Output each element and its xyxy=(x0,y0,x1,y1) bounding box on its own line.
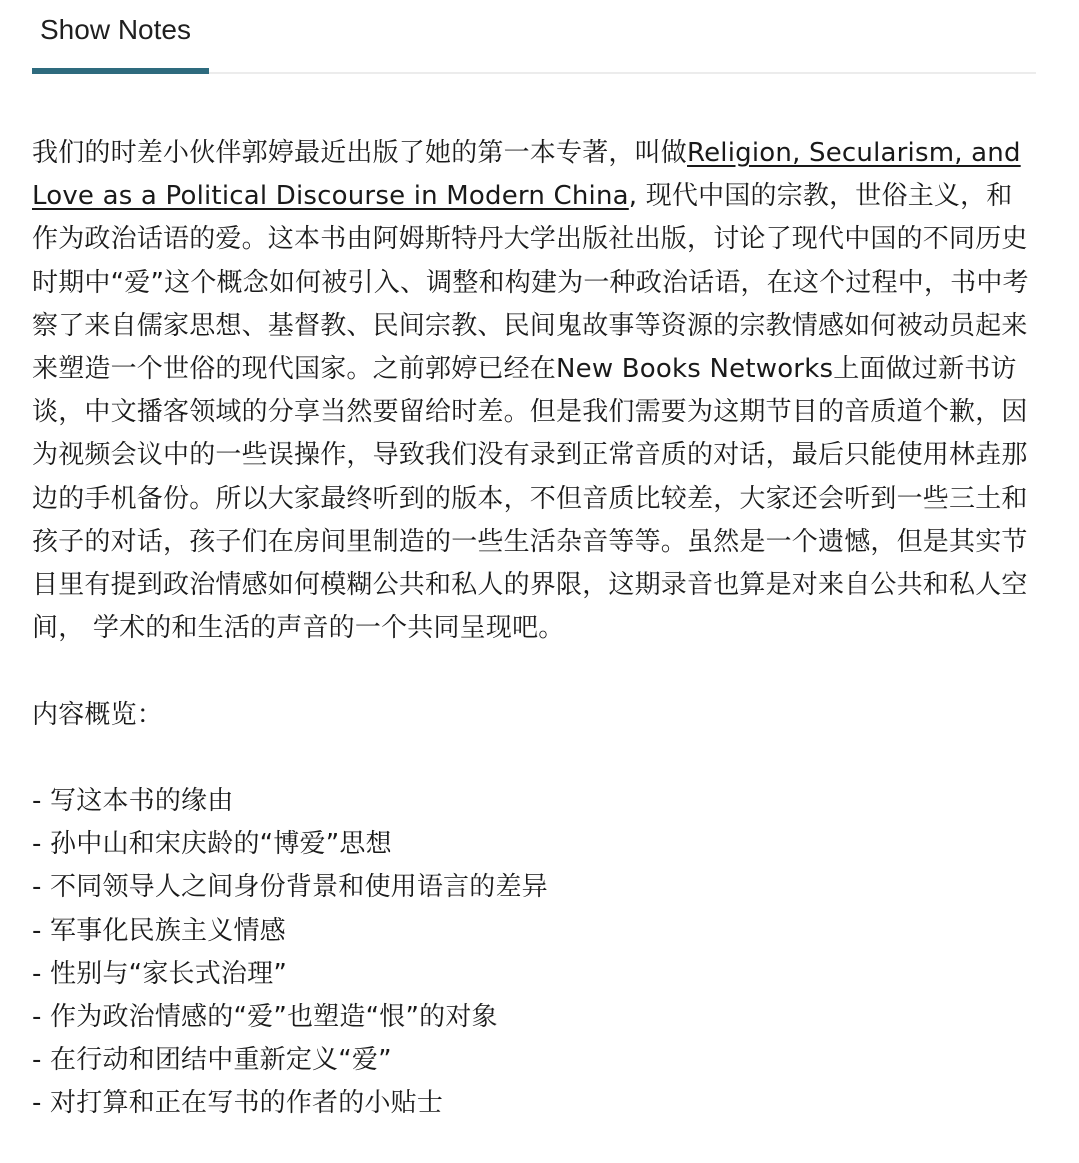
intro-text-after: , 现代中国的宗教，世俗主义，和作为政治话语的爱。这本书由阿姆斯特丹大学出版社出版，讨论了现代中国的不同历史时期中“爱”这个概念如何被引入、调整和构建为一种政治话语，在这个过程中，书中考察了来自儒家思想、基督教、民间宗教、民间鬼故事等资源的宗教情感如何被动员起来来塑造一个世俗的现代国家。之前郭婷已经在New Books Networks上面做过新书访谈，中文播客领域的分享当然要留给时差。但是我们需要为这期节目的音质道个歉，因为视频会议中的一些误操作，导致我们没有录到正常音质的对话，最后只能使用林垚那边的手机备份。所以大家最终听到的版本，不但音质比较差，大家还会听到一些三土和孩子的对话，孩子们在房间里制造的一些生活杂音等等。虽然是一个遗憾，但是其实节目里有提到政治情感如何模糊公共和私人的界限，这期录音也算是对来自公共和私人空间， 学术的和生活的声音的一个共同呈现吧。 xyxy=(32,181,1029,644)
outline-item: - 不同领导人之间身份背景和使用语言的差异 xyxy=(32,872,548,903)
paragraph-spacer xyxy=(32,737,1032,780)
tab-show-notes[interactable] xyxy=(32,0,209,72)
outline-list xyxy=(32,780,1032,1126)
outline-item: - 在行动和团结中重新定义“爱” xyxy=(32,1045,392,1076)
outline-item: - 作为政治情感的“爱”也塑造“恨”的对象 xyxy=(32,1002,498,1033)
intro-text-before: 我们的时差小伙伴郭婷最近出版了她的第一本专著，叫做 xyxy=(32,138,688,168)
tab-show-notes-label: Show Notes xyxy=(40,14,191,45)
active-tab-indicator xyxy=(32,68,209,74)
outline-item: - 军事化民族主义情感 xyxy=(32,915,286,946)
book-title-link[interactable]: Religion, Secularism, and Love as a Political Discourse in Modern China xyxy=(32,138,1021,212)
outline-item: - 性别与“家长式治理” xyxy=(32,958,287,989)
outline-item: - 写这本书的缘由 xyxy=(32,786,234,817)
paragraph-spacer xyxy=(32,650,1032,693)
tab-bar xyxy=(32,0,1036,74)
outline-heading: 内容概览： xyxy=(32,699,164,730)
show-notes-content xyxy=(32,132,1032,1126)
intro-paragraph xyxy=(32,132,1032,650)
outline-item: - 孙中山和宋庆龄的“博爱”思想 xyxy=(32,829,392,860)
outline-item: - 对打算和正在写书的作者的小贴士 xyxy=(32,1088,444,1119)
